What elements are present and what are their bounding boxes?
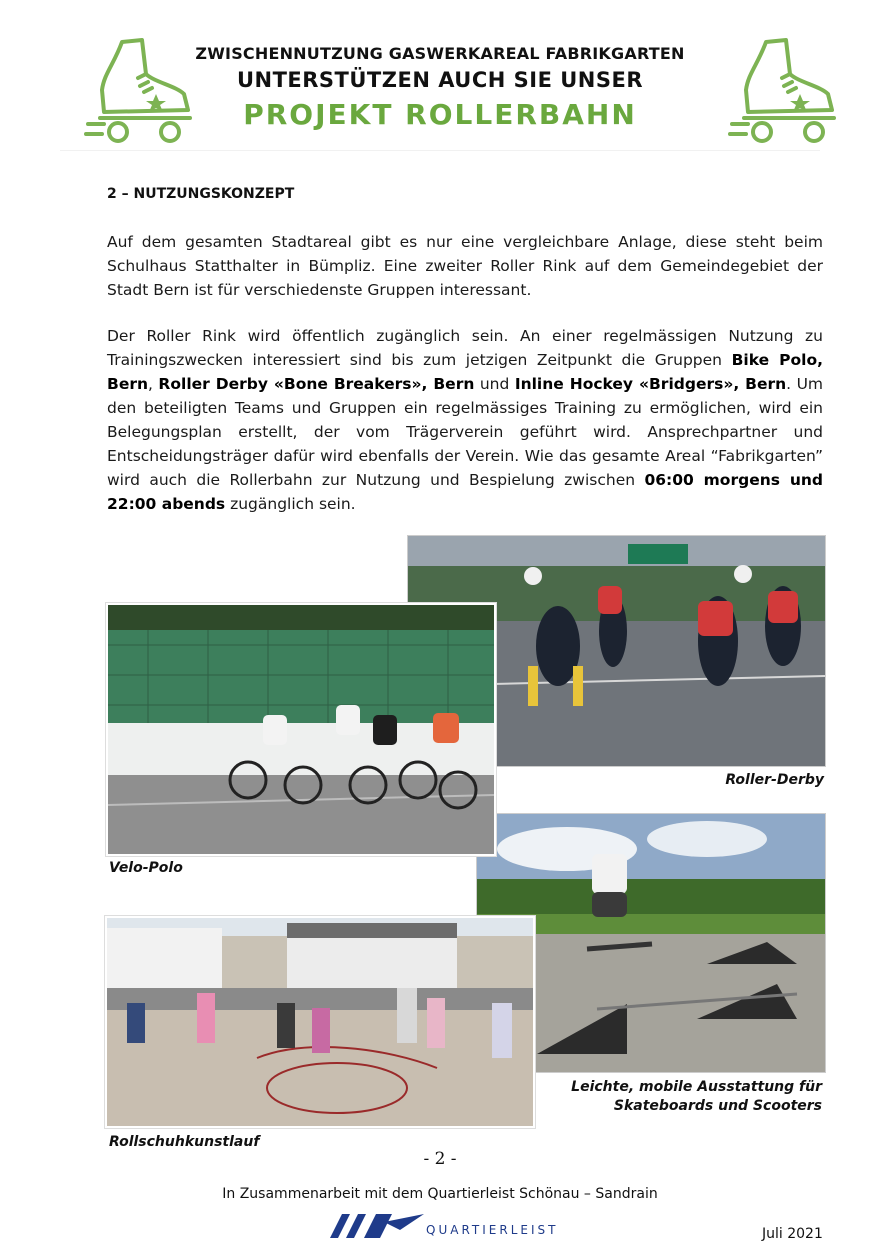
text-run: ,	[148, 375, 159, 393]
collaboration-note: In Zusammenarbeit mit dem Quartierleist Schönau – Sandrain	[222, 1186, 658, 1202]
text-run: und	[474, 375, 515, 393]
logo-text: QUARTIERLEIST	[426, 1223, 559, 1237]
group-bike-polo: Bike Polo, Bern	[107, 351, 823, 393]
section-title: 2 – NUTZUNGSKONZEPT	[107, 186, 295, 202]
quartierleist-logo	[328, 1208, 568, 1239]
header-title-line1: ZWISCHENNUTZUNG GASWERKAREAL FABRIKGARTEN	[195, 44, 685, 63]
velo-polo-photo	[106, 603, 496, 856]
document-date: Juli 2021	[762, 1226, 823, 1242]
paragraph-usage	[107, 324, 823, 516]
opening-hours: 06:00 morgens und 22:00 abends	[107, 471, 823, 513]
caption-velo-polo: Velo-Polo	[109, 860, 183, 876]
caption-rollschuhkunstlauf: Rollschuhkunstlauf	[109, 1134, 260, 1150]
header-divider	[60, 150, 820, 151]
caption-skateboard	[522, 1078, 822, 1116]
header-title-line2: UNTERSTÜTZEN AUCH SIE UNSER	[236, 68, 644, 92]
text-run: zugänglich sein.	[225, 495, 356, 513]
group-roller-derby: Roller Derby «Bone Breakers», Bern	[158, 375, 475, 393]
group-inline-hockey: Inline Hockey «Bridgers», Bern	[514, 375, 787, 393]
caption-roller-derby: Roller-Derby	[725, 772, 824, 788]
page-number: - 2 -	[423, 1149, 457, 1169]
text-run: Der Roller Rink wird öffentlich zugänglich sein. An einer regelmässigen Nutzung zu Trainingszwecken interessiert sind bis zum jetzigen Zeitpunkt die Gruppen	[107, 327, 823, 369]
caption-skateboard-line2: Skateboards und Scooters	[613, 1098, 822, 1114]
caption-skateboard-line1: Leichte, mobile Ausstattung für	[571, 1079, 822, 1095]
rollschuhkunstlauf-photo	[105, 916, 535, 1128]
project-title: PROJEKT ROLLERBAHN	[243, 98, 637, 131]
text-run: . Um den beteiligten Teams und Gruppen ein regelmässiges Training zu ermöglichen, wird ein Belegungsplan erstellt, der vom Trägerverein geführt wird. Ansprechpartner und Entscheidungsträger dafür wird ebenfalls der Verein. Wie das gesamte Areal “Fabrikgarten” wird auch die Rollerbahn zur Nutzung und Bespielung zwischen	[107, 375, 824, 489]
paragraph-intro: Auf dem gesamten Stadtareal gibt es nur eine vergleichbare Anlage, diese steht beim Schulhaus Statthalter in Bümpliz. Eine zweiter Roller Rink auf dem Gemeindegebiet der Stadt Bern ist für verschiedenste Gruppen interessant.	[107, 233, 823, 299]
